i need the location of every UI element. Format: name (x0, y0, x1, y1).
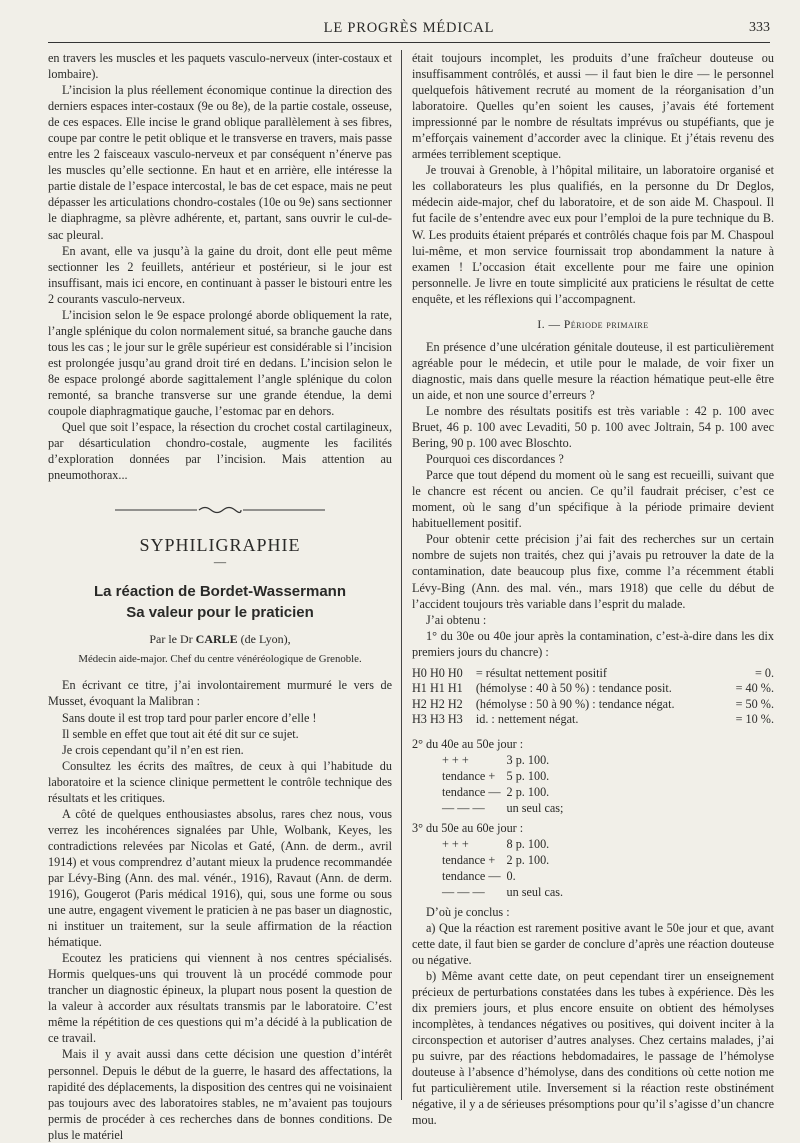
paragraph: Le nombre des résultats positifs est très variable : 42 p. 100 avec Bruet, 46 p. 100 avec Levaditi, 50 p. 100 avec Joltrain, 54 p. 100 avec Bering, 90 p. 100 avec Bloschto. (412, 403, 774, 451)
paragraph: Ecoutez les praticiens qui viennent à nos centres spécialisés. Hormis quelques-uns qui trouvent là un procédé commode pour trancher un diagnostic épineux, la plupart nous posent la question de la valeur à accorder aux résultats transmis par le laboratoire. C’est même la répétition de ces questions qui m’a décidé à la publication de ce travail. (48, 951, 392, 1046)
table-row (412, 666, 774, 682)
formula-result: = 50 %. (735, 696, 774, 711)
period2-table (442, 752, 569, 816)
formula-result: = 0. (754, 665, 774, 680)
sign-cell: tendance — (442, 868, 501, 883)
journal-title: LE PROGRÈS MÉDICAL (323, 20, 495, 36)
formula-desc: = résultat nettement positif (475, 665, 607, 680)
table-row (442, 852, 569, 868)
value-cell: 2 p. 100. (506, 852, 550, 867)
value-cell: 3 p. 100. (506, 752, 550, 767)
formula-label: H0 H0 H0 (412, 665, 463, 680)
sign-cell: — — — (442, 884, 485, 899)
paragraph: a) Que la réaction est rarement positive avant le 50e jour et que, avant cette date, il faut bien se garder de conclure d’après une réaction douteuse ou négative. (412, 920, 774, 967)
hemolysis-formula-table (412, 666, 774, 728)
sign-cell: tendance + (442, 852, 496, 867)
ornament-divider (115, 505, 325, 515)
period-heading: 2° du 40e au 50e jour : (412, 736, 524, 751)
subsection-heading: I. — Période primaire (537, 318, 649, 331)
sign-cell: — — — (442, 800, 485, 815)
article-subtitle: Sa valeur pour le praticien (126, 604, 314, 622)
paragraph: Mais il y avait aussi dans cette décision une question d’intérêt personnel. Depuis le début de la guerre, le hasard des affectations, la rapidité des déplacements, la disposition des centres qui ne voisinaient pas toujours avec des laboratoires stables, ne m’avaient pas toujours permis de procéder à ces recherches dans de bonnes conditions. De plus le matériel (48, 1047, 392, 1142)
page-number: 333 (749, 20, 770, 35)
value-cell: 2 p. 100. (506, 784, 550, 799)
table-row (442, 868, 569, 884)
author-affiliation: Médecin aide-major. Chef du centre vénéréologique de Grenoble. (78, 653, 362, 666)
table-row (442, 884, 569, 900)
sign-cell: tendance — (442, 784, 501, 799)
sign-cell: + + + (442, 836, 469, 851)
value-cell: 8 p. 100. (506, 836, 550, 851)
paragraph: Quel que soit l’espace, la résection du crochet costal cartilagineux, par désarticulation chondro-costale, augmente les facilités d’exploration données par l’incision. Mais attention au pneumothorax... (48, 420, 392, 483)
paragraph: L’incision selon le 9e espace prolongé aborde obliquement la rate, l’angle splénique du colon normalement situé, sa branche gauche dans tous les cas ; le jour sur le grêle supérieur est considérable si l’incision est prolongée jusqu’au grand droit tiré en dedans. L’incision selon le 8e espace prolongé aborde sagittalement l’angle splénique du colon remonté, sa branche transverse sur une grande étendue, la demi coupole diaphragmatique gauche, l’estomac par en dehors. (48, 307, 392, 419)
paragraph: Pour obtenir cette précision j’ai fait des recherches sur un certain nombre de sujets non traités, chez qui j’avais pu retrouver la date de la contamination, date beaucoup plus fixe, comme l’a récemment établi Lévy-Bing (Ann. des mal. vén., mars 1918) que celle du début de l’accident toujours très variable dans l’esprit du malade. (412, 532, 774, 611)
byline-prefix: Par le Dr (149, 632, 193, 647)
table-row (412, 697, 774, 713)
value-cell: 0. (506, 868, 516, 883)
paragraph: Je crois cependant qu’il n’en est rien. (62, 742, 244, 757)
table-row (442, 784, 569, 800)
value-cell: 5 p. 100. (506, 768, 550, 783)
byline (48, 631, 392, 647)
paragraph: 1° du 30e ou 40e jour après la contamination, c’est-à-dire dans les dix premiers jours du chancre) : (412, 628, 774, 659)
value-cell: un seul cas. (506, 884, 564, 899)
formula-desc: id. : nettement négat. (475, 712, 579, 727)
page-header (48, 18, 770, 42)
paragraph: Il semble en effet que tout ait été dit sur ce sujet. (62, 726, 299, 741)
sign-cell: + + + (442, 752, 469, 767)
verse-line: Sans doute il est trop tard pour parler encore d’elle ! (62, 710, 317, 725)
paragraph: D’où je conclus : (426, 904, 510, 919)
left-column (48, 50, 392, 1143)
formula-result: = 10 %. (735, 712, 774, 727)
paragraph: En avant, elle va jusqu’à la gaine du droit, dont elle peut même sectionner les 2 feuillets, antérieur et postérieur, si le jour est insuffisant, mais ici encore, en continuant à passer le bistouri entre les 2 courants vasculo-nerveux. (48, 243, 392, 306)
paragraph: b) Même avant cette date, on peut cependant tirer un enseignement précieux de perturbations constatées dans les tubes à expérience. Dès les dix premiers jours, et plus encore ensuite on obtient des hémolyses incomplètes, à tendances négatives ou positives, qui doivent inciter à la circonspection et autoriser d’autres analyses. Chez certains malades, j’ai pu suivre, par des réactions hebdomadaires, le passage de l’hémolyse douteuse à l’absence d’hémolyse, dans des conditions où cette notion me fut particulièrement utile. Inversement si la réaction reste obstinément négative, il y a de sérieuses présomptions pour qu’il s’agisse d’un chancre mou. (412, 969, 774, 1128)
table-row (442, 768, 569, 784)
table-row (442, 752, 569, 768)
table-row (442, 836, 569, 852)
paragraph: En écrivant ce titre, j’ai involontairement murmuré le vers de Musset, évoquant la Malibran : (48, 678, 392, 709)
paragraph: était toujours incomplet, les produits d’une fraîcheur douteuse ou insuffisamment contrôlés, et aussi — il faut bien le dire — le personnel quelquefois hâtivement recruté au moment de la réorganisation d’un laboratoire. Quelles qu’en soient les causes, j’avais été fortement impressionné par le nombre de résultats imprévus ou stupéfiants, que je m’efforçais vainement d’accorder avec la clinique. Et j’étais revenu des armées terriblement sceptique. (412, 51, 774, 162)
formula-desc: (hémolyse : 50 à 90 %) : tendance négat. (475, 696, 675, 711)
period3-table (442, 836, 569, 900)
formula-label: H2 H2 H2 (412, 696, 463, 711)
paragraph: Pourquoi ces discordances ? (426, 452, 564, 467)
column-divider (401, 50, 402, 1100)
header-rule (48, 42, 770, 43)
section-heading: SYPHILIGRAPHIE (139, 535, 301, 556)
byline-suffix: (de Lyon), (240, 632, 291, 647)
section-dash: — (213, 555, 227, 570)
table-row (412, 681, 774, 697)
paragraph: Je trouvai à Grenoble, à l’hôpital militaire, un laboratoire organisé et les collaborateurs les plus qualifiés, en la personne du Dr Deglos, médecin aide-major, chef du laboratoire, et de son aide M. Chaspoul. Il fut facile de s’entendre avec eux pour l’emploi de la pure technique du B. W. Les produits étaient préparés et contrôlés chaque fois par M. Chaspoul lui-même, et mon service fournissait trop abondamment la nature à examen ! L’occasion était excellente pour me faire une opinion personnelle. Je livre en toute simplicité aux praticiens le résultat de cette enquête, et les réflexions qui l’accompagnent. (412, 163, 774, 306)
table-row (412, 712, 774, 728)
formula-result: = 40 %. (735, 681, 774, 696)
formula-desc: (hémolyse : 40 à 50 %) : tendance posit. (475, 681, 672, 696)
paragraph: J’ai obtenu : (426, 612, 487, 627)
paragraph: A côté de quelques enthousiastes absolus, rares chez nous, vous verrez les incohérences signalées par Uhle, Wolbank, Keyes, les contradictions relevées par Nicolas et Gaté, (Ann. de derm., avril 1914) et vous comprendrez d’autant mieux la prudence recommandée par Lévy-Bing (Ann. des mal. vénér., 1916), Ravaut (Ann. de derm. 1916), Gougerot (Paris médical 1916), qui, sous une forme ou sous une autre, engagent vivement le praticien à ne pas baser un diagnostic, ni instituer un traitement, sur la seule affirmation de la réaction hématique. (48, 806, 392, 950)
value-cell: un seul cas; (506, 800, 564, 815)
paragraph: Consultez les écrits des maîtres, de ceux à qui l’habitude du laboratoire et la science clinique permettent le contrôle technique des résultats et les critiques. (48, 758, 392, 805)
right-column (412, 50, 774, 1128)
paragraph: En présence d’une ulcération génitale douteuse, il est particulièrement agréable pour le médecin, et utile pour le malade, de voir fixer un diagnostic, mais dans quelle mesure la réaction hématique peut-elle être un aide, et non une source d’erreurs ? (412, 339, 774, 402)
sign-cell: tendance + (442, 768, 496, 783)
paragraph: Parce que tout dépend du moment où le sang est recueilli, suivant que le chancre est récent ou ancien. Ce qu’il faudrait préciser, c’est ce moment, où le sang d’un spécifique à la période primaire devient habituellement positif. (412, 468, 774, 531)
paragraph: L’incision la plus réellement économique continue la direction des derniers espaces inter-costaux (9e ou 8e), de la partie costale, osseuse, de ces espaces. Elle incise le grand oblique parallèlement à ses fibres, coupe par contre le petit oblique et le transverse en travers, mais passe entre les 2 faisceaux vasculo-nerveux et par conséquent n’énerve pas les muscles qu’elle sectionne. En haut et en arrière, elle intéresse la partie distale de l’espace intercostal, le bas de cet espace, mais ne peut dépasser les articulations chondro-costales (10e ou 9e) sans sectionner le diaphragme, sa plèvre adhérente, et, partant, sans ouvrir le cul-de-sac pleural. (48, 83, 392, 242)
article-title: La réaction de Bordet-Wassermann (93, 583, 346, 601)
paragraph: en travers les muscles et les paquets vasculo-nerveux (inter-costaux et lombaire). (48, 51, 392, 82)
table-row (442, 800, 569, 816)
formula-label: H1 H1 H1 (412, 681, 463, 696)
author-name: CARLE (195, 632, 238, 647)
period-heading: 3° du 50e au 60e jour : (412, 820, 524, 835)
formula-label: H3 H3 H3 (412, 712, 463, 727)
